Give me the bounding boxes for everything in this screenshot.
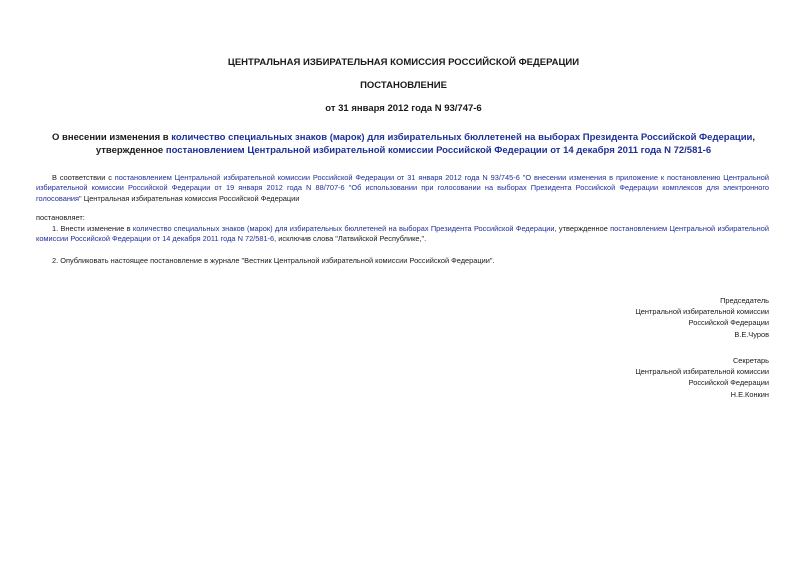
signature-title: Председатель (720, 296, 769, 305)
item-1-text-start: 1. Внести изменение в (52, 224, 133, 233)
signature-block-secretary (549, 355, 769, 400)
preamble-paragraph (36, 173, 769, 204)
signature-line: Российской Федерации (688, 318, 769, 328)
item-1-link-resolution[interactable]: постановлением Центральной избирательной комиссии Российской Федерации от 14 декабря 2011 года N 72/581-6 (36, 224, 770, 244)
preamble-text-end: Центральная избирательная комиссия Российской Федерации (81, 193, 300, 203)
item-1-paragraph (36, 224, 769, 245)
subject-link-resolution[interactable]: постановлением Центральной избирательной комиссии Российской Федерации от 14 декабря 2011 года N 72/581-6 (165, 145, 712, 156)
document-subject (36, 131, 771, 157)
signature-name: Н.Е.Конкин (730, 389, 769, 399)
preamble-link-resolution[interactable]: постановлением Центральной избирательной комиссии Российской Федерации от 31 января 2012 года N 93/745-6 "О внесении изменения в приложение к постановлению Центральной избирательной комиссии Российской Федерации от 19 января 2012 года N 88/707-6 "Об использовании при голосовании на выборах Президента Российской Федерации комплексов для электронного голосования" (36, 173, 769, 203)
subject-link-quantity-of-marks[interactable]: количество специальных знаков (марок) для избирательных бюллетеней на выборах Президента Российской Федерации (171, 132, 753, 143)
item-2-paragraph: 2. Опубликовать настоящее постановление в журнале "Вестник Центральной избирательной комиссии Российской Федерации". (52, 256, 495, 265)
signature-line: Центральной избирательной комиссии (635, 307, 769, 317)
item-1-text-middle: , утвержденное (554, 224, 611, 233)
preamble-text-start: В соответствии с (52, 173, 115, 182)
document-type: ПОСТАНОВЛЕНИЕ (360, 80, 447, 91)
signature-line: Российской Федерации (688, 378, 769, 388)
issuing-organization: ЦЕНТРАЛЬНАЯ ИЗБИРАТЕЛЬНАЯ КОМИССИЯ РОССИЙСКОЙ ФЕДЕРАЦИИ (227, 57, 580, 68)
subject-prefix: О внесении изменения в (51, 132, 172, 143)
signature-line: Центральной избирательной комиссии (635, 367, 769, 377)
document-date-number: от 31 января 2012 года N 93/747-6 (325, 103, 482, 114)
resolves-label: постановляет: (36, 213, 85, 222)
item-1-text-end: , исключив слова "Латвийской Республике,". (274, 234, 427, 244)
signature-block-chairman (549, 295, 769, 340)
signature-name: В.Е.Чуров (734, 329, 769, 339)
signature-title: Секретарь (732, 356, 769, 365)
item-1-link-quantity-of-marks[interactable]: количество специальных знаков (марок) для избирательных бюллетеней на выборах Президента Российской Федерации (132, 224, 555, 233)
subject-middle: , утвержденное (95, 132, 756, 156)
